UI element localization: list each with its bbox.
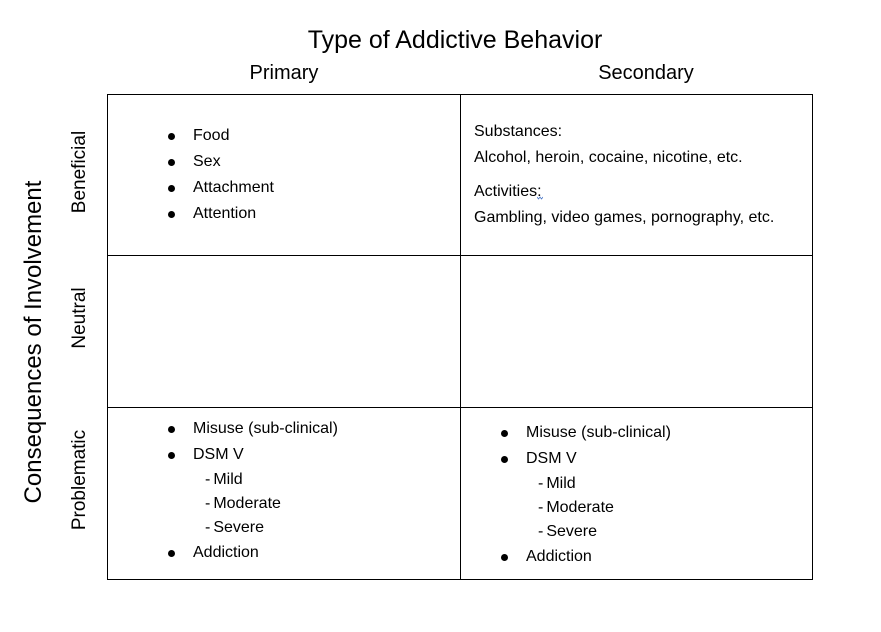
list-item — [168, 442, 338, 540]
sub-item-label: Mild — [213, 471, 243, 488]
sub-item-label: Severe — [213, 519, 265, 536]
dash: - — [205, 495, 211, 512]
beneficial-primary-list — [168, 123, 274, 227]
sub-item-label: Moderate — [213, 495, 281, 512]
activities-text: Gambling, video games, pornography, etc. — [474, 209, 775, 226]
y-axis-title: Consequences of Involvement — [20, 180, 47, 504]
activities-label: Activities: — [474, 183, 542, 200]
problematic-secondary-list — [501, 420, 671, 570]
cell-neutral-primary — [108, 256, 461, 408]
dash: - — [205, 519, 211, 536]
row-header-beneficial: Beneficial — [69, 130, 90, 214]
substances-text: Alcohol, heroin, cocaine, nicotine, etc. — [474, 149, 743, 166]
spacer — [474, 171, 774, 179]
spellcheck-squiggle-icon — [537, 196, 543, 200]
dsm-label: DSM V — [193, 446, 244, 463]
list-item: Attachment — [168, 175, 274, 201]
column-header-secondary: Secondary — [598, 62, 694, 84]
sub-item — [526, 472, 671, 496]
substances-label: Substances: — [474, 123, 563, 140]
dash: - — [538, 523, 544, 540]
list-item: Food — [168, 123, 274, 149]
problematic-primary-list — [168, 416, 338, 566]
severity-sublist — [193, 468, 338, 540]
row-header-neutral: Neutral — [69, 287, 90, 349]
dash: - — [538, 499, 544, 516]
sub-item — [193, 492, 338, 516]
list-item: Addiction — [501, 544, 671, 570]
list-item — [501, 446, 671, 544]
list-item: Misuse (sub-clinical) — [501, 420, 671, 446]
sub-item — [193, 516, 338, 540]
sub-item-label: Severe — [546, 523, 598, 540]
cell-beneficial-primary — [108, 95, 461, 256]
sub-item-label: Moderate — [546, 499, 614, 516]
cell-neutral-secondary — [461, 256, 812, 408]
dsm-label: DSM V — [526, 450, 577, 467]
list-item: Addiction — [168, 540, 338, 566]
cell-beneficial-secondary — [461, 95, 812, 256]
cell-problematic-secondary — [461, 408, 812, 579]
row-header-problematic: Problematic — [69, 429, 90, 531]
activities-line — [474, 179, 774, 205]
cell-problematic-primary — [108, 408, 461, 579]
sub-item — [193, 468, 338, 492]
dash: - — [205, 471, 211, 488]
beneficial-secondary-text — [474, 119, 774, 231]
dash: - — [538, 475, 544, 492]
column-header-primary: Primary — [249, 62, 319, 84]
diagram-title: Type of Addictive Behavior — [307, 26, 603, 54]
list-item: Sex — [168, 149, 274, 175]
matrix-grid — [107, 94, 813, 580]
list-item: Attention — [168, 201, 274, 227]
sub-item — [526, 520, 671, 544]
severity-sublist — [526, 472, 671, 544]
sub-item-label: Mild — [546, 475, 576, 492]
sub-item — [526, 496, 671, 520]
list-item: Misuse (sub-clinical) — [168, 416, 338, 442]
